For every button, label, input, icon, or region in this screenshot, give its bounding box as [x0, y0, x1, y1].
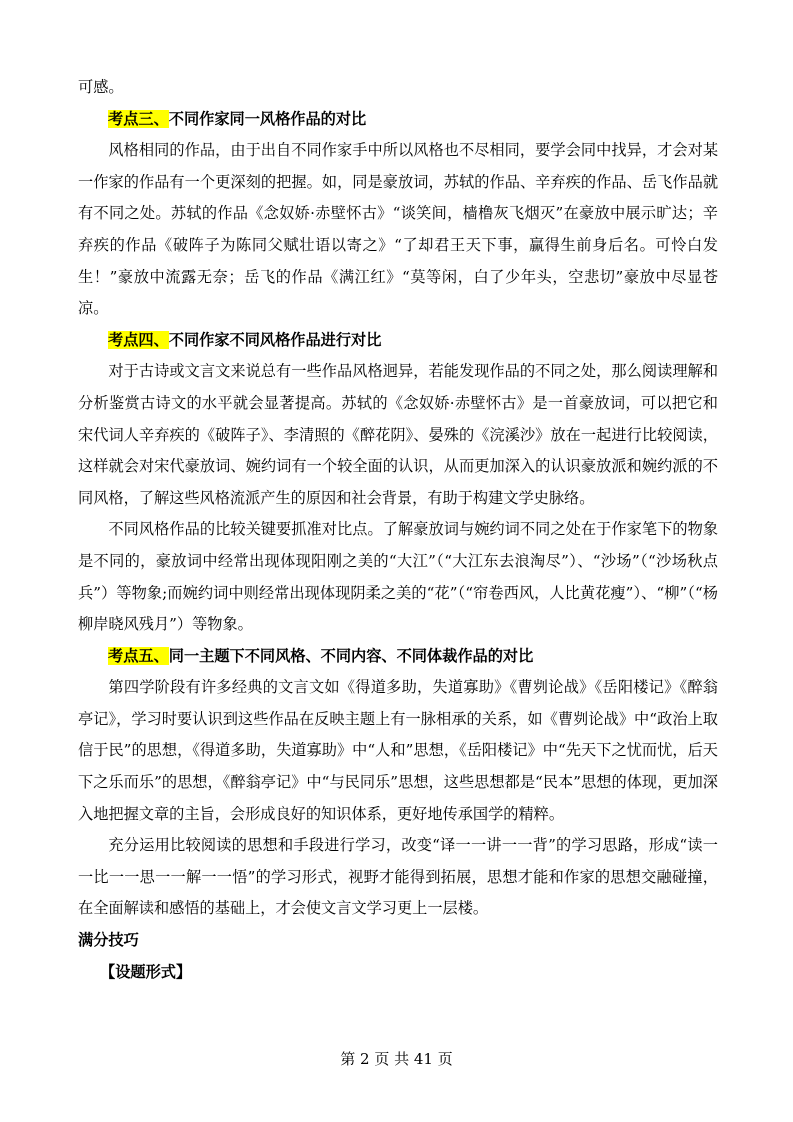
page-number-footer: 第 2 页 共 41 页 [340, 1050, 453, 1068]
heading-title: 不同作家不同风格作品进行对比 [168, 330, 382, 349]
subsection-question-format: 【设题形式】 [100, 962, 192, 981]
heading-title: 同一主题下不同风格、不同内容、不同体裁作品的对比 [168, 646, 534, 665]
paragraph-same-theme: 第四学阶段有许多经典的文言文如《得道多助，失道寡助》《曹刿论战》《岳阳楼记》《醉翁亭记》，学习时要认识到这些作品在反映主题上有一脉相承的关系，如《曹刿论战》中“政治上取信于民”的思想，《得道多助，失道寡助》中“人和”思想，《岳阳楼记》中“先天下之忧而忧，后天下之乐而乐”的思想，《醉翁亭记》中“与民同乐”思想，这些思想都是“民本”思想的体现，更加深入地把握文章的主旨，会形成良好的知识体系，更好地传承国学的精粹。 [78, 678, 718, 823]
heading-label-highlight: 考点五、 [108, 646, 169, 665]
paragraph-different-style: 对于古诗或文言文来说总有一些作品风格迥异，若能发现作品的不同之处，那么阅读理解和分析鉴赏古诗文的水平就会显著提高。苏轼的《念奴娇·赤壁怀古》是一首豪放词，可以把它和宋代词人辛弃疾的《破阵子》、李清照的《醉花阴》、晏殊的《浣溪沙》放在一起进行比较阅读，这样就会对宋代豪放词、婉约词有一个较全面的认识，从而更加深入的认识豪放派和婉约派的不同风格，了解这些风格流派产生的原因和社会背景，有助于构建文学史脉络。 [78, 362, 718, 507]
heading-point-three [78, 104, 718, 136]
heading-label-highlight: 考点四、 [108, 330, 169, 349]
document-body [78, 72, 718, 988]
section-title-full-score-tips: 满分技巧 [78, 931, 139, 950]
paragraph-method: 充分运用比较阅读的思想和手段进行学习，改变“译一一讲一一背”的学习思路，形成“读一一比一一思一一解一一悟”的学习形式，视野才能得到拓展，思想才能和作家的思想交融碰撞，在全面解读和感悟的基础上，才会使文言文学习更上一层楼。 [78, 836, 718, 918]
heading-point-five [78, 641, 718, 673]
paragraph-comparison-points: 不同风格作品的比较关键要抓准对比点。了解豪放词与婉约词不同之处在于作家笔下的物象是不同的，豪放词中经常出现体现阳刚之美的“大江”（“大江东去浪淘尽”）、“沙场”（“沙场秋点兵”）等物象;而婉约词中则经常出现体现阴柔之美的“花”（“帘卷西风，人比黄花瘦”）、“柳”（“杨柳岸晓风残月”）等物象。 [78, 520, 718, 634]
paragraph-continuation: 可感。 [78, 78, 124, 96]
heading-label-highlight: 考点三、 [108, 109, 169, 128]
paragraph-same-style: 风格相同的作品，由于出自不同作家手中所以风格也不尽相同，要学会同中找异，才会对某一作家的作品有一个更深刻的把握。如，同是豪放词，苏轼的作品、辛弃疾的作品、岳飞作品就有不同之处。苏轼的作品《念奴娇·赤壁怀古》“谈笑间，樯橹灰飞烟灭”在豪放中展示旷达；辛弃疾的作品《破阵子为陈同父赋壮语以寄之》“了却君王天下事，赢得生前身后名。可怜白发生！”豪放中流露无奈；岳飞的作品《满江红》“莫等闲，白了少年头，空悲切”豪放中尽显苍凉。 [78, 141, 718, 318]
heading-point-four [78, 325, 718, 357]
heading-title: 不同作家同一风格作品的对比 [168, 109, 367, 128]
